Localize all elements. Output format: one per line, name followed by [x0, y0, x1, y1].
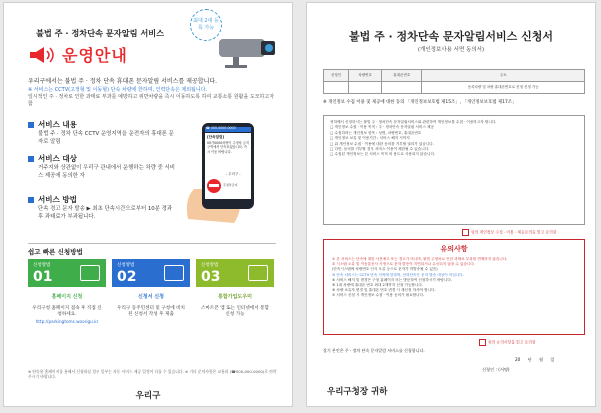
application-form-page: [306, 2, 596, 407]
max-registration-badge: 최대 2대 등록 가능: [190, 9, 222, 41]
megaphone-icon: [28, 45, 56, 65]
divider: [28, 243, 276, 244]
applicant-table: [323, 69, 585, 94]
col-applicant: 신청인: [324, 70, 349, 82]
consent-line: □ 수집하려는 개인정보 항목 : 성명, 차량번호, 휴대폰번호: [330, 130, 422, 135]
info-leaflet-page: [3, 2, 293, 407]
homepage-link[interactable]: http://parkingtoms.woorigu.kr: [35, 319, 99, 325]
checkbox-icon[interactable]: [462, 229, 469, 236]
notice-item: ① 본 서비스는 단속에 대한 사전예고 또는 경고가 아니며, 불법 주정차로 인한 과태료 부과를 면제하지 않습니다.: [332, 257, 508, 261]
consent-line: □ 수집된 개인정보는 본 서비스 목적 외 용도로 사용되지 않습니다.: [330, 152, 436, 157]
step-label: 신청방법: [201, 263, 219, 268]
form-title: 불법 주 · 정차단속 문자알림서비스 신청서: [349, 30, 553, 43]
leaflet-title: 불법 주 · 정차단속 문자알림 서비스: [36, 28, 165, 38]
step-desc: 우리구 동주민센터 및 구청에 비치된 신청서 작성 후 제출: [117, 306, 185, 318]
phone-icon: [248, 265, 268, 281]
col-address: 주소: [422, 70, 585, 82]
monitor-icon: [80, 265, 100, 281]
section-body-content: 불법 주 · 정차 단속 CCTV 운영지역을 운전자의 휴대폰 문자로 알림: [38, 131, 174, 145]
quick-apply-heading: 쉽고 빠른 신청방법: [28, 248, 83, 256]
banner: [28, 43, 128, 66]
phone-number: ☎ 000-0000-0000: [206, 126, 236, 130]
date-field[interactable]: 20 년 월 일: [515, 357, 555, 362]
notice-item: (단속시스템에 차량번호 인식 오류 등으로 문자가 미발송될 수 있음): [332, 267, 438, 272]
sms-header: [단속알림]: [207, 135, 225, 139]
consent-line: □ 개인정보 보유 및 이용기간 : 서비스 해지 시까지: [330, 136, 410, 141]
phone-field[interactable]: [382, 82, 422, 94]
intro-text: [28, 78, 276, 108]
notice-item: ④ 서비스 해지 및 변경은 구청 홈페이지 또는 방문하여 신청하시기 바랍니다.: [332, 277, 452, 282]
step-card-form: [112, 259, 190, 363]
consent-line: 귀하께서 신청하시는 불법 주 · 정차단속 문자알림서비스와 관련하여 개인정보를 수집 · 이용하고자 합니다.: [330, 120, 497, 124]
step-number: 03: [201, 269, 221, 285]
applicant-signature-field[interactable]: 신청인 : (서명): [482, 367, 510, 372]
col-car-number: 차량번호: [349, 70, 382, 82]
step-card-helper: [196, 259, 274, 363]
footer-note: ※ 단속용 홈페이지를 통해서 신청하실 경우 일부는 자동 서비스 제공 일정이 다를 수 있습니다. ※ 기타 문의사항은 교통과 (☎000-000-0000)로 연락주시기 바랍니다.: [28, 369, 277, 379]
step-name: 홈페이지 신청: [51, 294, 83, 300]
notice-title: 유의사항: [440, 245, 468, 253]
section-heading-content: 서비스 내용: [28, 119, 77, 130]
sms-message: 00가0000차량이 주정차 금지구역에서 단속되었습니다. 즉시 이동 바랍니다.: [207, 141, 249, 154]
section-heading-method: 서비스 방법: [28, 194, 77, 205]
notice-item: ② 시스템 오류 및 이동통신사 사정으로 문자 발송이 지연되거나 수신되지 않을 수 있습니다.: [332, 262, 476, 267]
notice-list: [324, 254, 584, 299]
intro-detail: 일시적인 주 · 정차로 인한 과태료 부과를 예방하고 위반차량을 즉시 이동하도록 하여 교통소통 원활을 도모하고자 함: [28, 94, 275, 107]
notice-agree-checkbox[interactable]: [479, 339, 536, 346]
step-name: 통합가입도우미: [218, 294, 252, 300]
consent-line: □ 다만, 동의를 거부할 경우 서비스 이용이 제한될 수 있습니다.: [330, 147, 430, 152]
recipient: 우리구청장 귀하: [327, 387, 388, 397]
consent-line: □ 개인정보 수집 · 이용 목적 : 주 · 정차단속 문자알림 서비스 제공: [330, 125, 434, 130]
notice-item: ③ 단속 서비스는 CCTV 단속 지역에 한하며, 인력단속은 문자 발송 대상이 아닙니다.: [332, 272, 464, 277]
form-subtitle: (개인정보사용 서면 동의서): [417, 47, 485, 53]
cctv-camera-icon: [209, 29, 285, 69]
car-number-field[interactable]: [349, 82, 382, 94]
section-body-target: 거주지와 상관없이 우리구 관내에서 운행하는 차량 중 서비스 제공에 동의한 자: [38, 165, 175, 179]
notice-item: ⑥ 차량 소유자 변경 및 휴대폰 번호 변경 시 재신청 하셔야 합니다.: [332, 288, 436, 293]
applicant-field[interactable]: [324, 82, 349, 94]
banner-text: 운영안내: [62, 46, 128, 65]
step-desc: 스마트폰 앱 또는 인터넷에서 통합 신청 가능: [201, 306, 269, 318]
intro-note: ※ 서비스는 CCTV(고정형 및 이동형) 단속 차량에 한하며, 인력단속은 제외됩니다.: [28, 87, 208, 93]
notice-box: [323, 239, 585, 335]
issuer-signature: 우리구: [135, 391, 161, 401]
document-icon: [164, 265, 184, 281]
step-name: 신청서 신청: [138, 294, 164, 300]
sms-sender: - 우리구 -: [226, 172, 241, 176]
col-phone: 휴대폰번호: [382, 70, 422, 82]
privacy-law-note: ※ 개인정보 수집 이용 및 제공에 대한 동의 「개인정보보호법 제15조」, 「개인정보보호법 제17조」: [323, 100, 517, 105]
application-statement: 상기 본인은 주 · 정차 단속 문자알림 서비스를 신청합니다.: [323, 348, 425, 353]
step-card-homepage: [28, 259, 106, 363]
privacy-agree-label: 위의 개인정보 수집 · 이용 · 제공동의를 읽고 동의함: [471, 229, 557, 235]
step-label: 신청방법: [33, 263, 51, 268]
checkbox-icon[interactable]: [479, 339, 486, 346]
consent-line: □ 위 개인정보 수집 · 이용에 대한 동의를 거부할 권리가 있습니다.: [330, 141, 434, 146]
section-body-method: 단속 경고 문자 발송 ▶ 최초 단속시간으로부터 10분 경과 후 과태료가 부과됩니다.: [38, 206, 173, 220]
step-label: 신청방법: [117, 263, 135, 268]
address-field[interactable]: 동록차량 및 차량 휴대폰번호로 신청 신청 가능: [422, 82, 585, 94]
phone-illustration: [174, 119, 274, 227]
step-number: 02: [117, 269, 137, 285]
notice-item: ⑤ 1대 차량에 휴대폰 번호 최대 2개까지 신청 가능합니다.: [332, 283, 423, 288]
no-parking-sign: 주정차금지: [223, 183, 238, 187]
section-heading-target: 서비스 대상: [28, 153, 77, 164]
notice-agree-label: 위의 유의사항을 읽고 동의함: [488, 339, 536, 345]
consent-box: [323, 115, 585, 225]
intro-main: 우리구에서는 불법 주 · 정차 단속 휴대폰 문자알림 서비스를 제공합니다.: [28, 78, 218, 85]
step-number: 01: [33, 269, 53, 285]
notice-item: ⑦ 서비스 신청 시 개인정보 수집 · 이용 동의가 필요합니다.: [332, 293, 425, 298]
privacy-agree-checkbox[interactable]: [462, 229, 556, 236]
step-desc: 우리구청 홈페이지 접속 후 직접 신청하세요.: [32, 306, 102, 318]
